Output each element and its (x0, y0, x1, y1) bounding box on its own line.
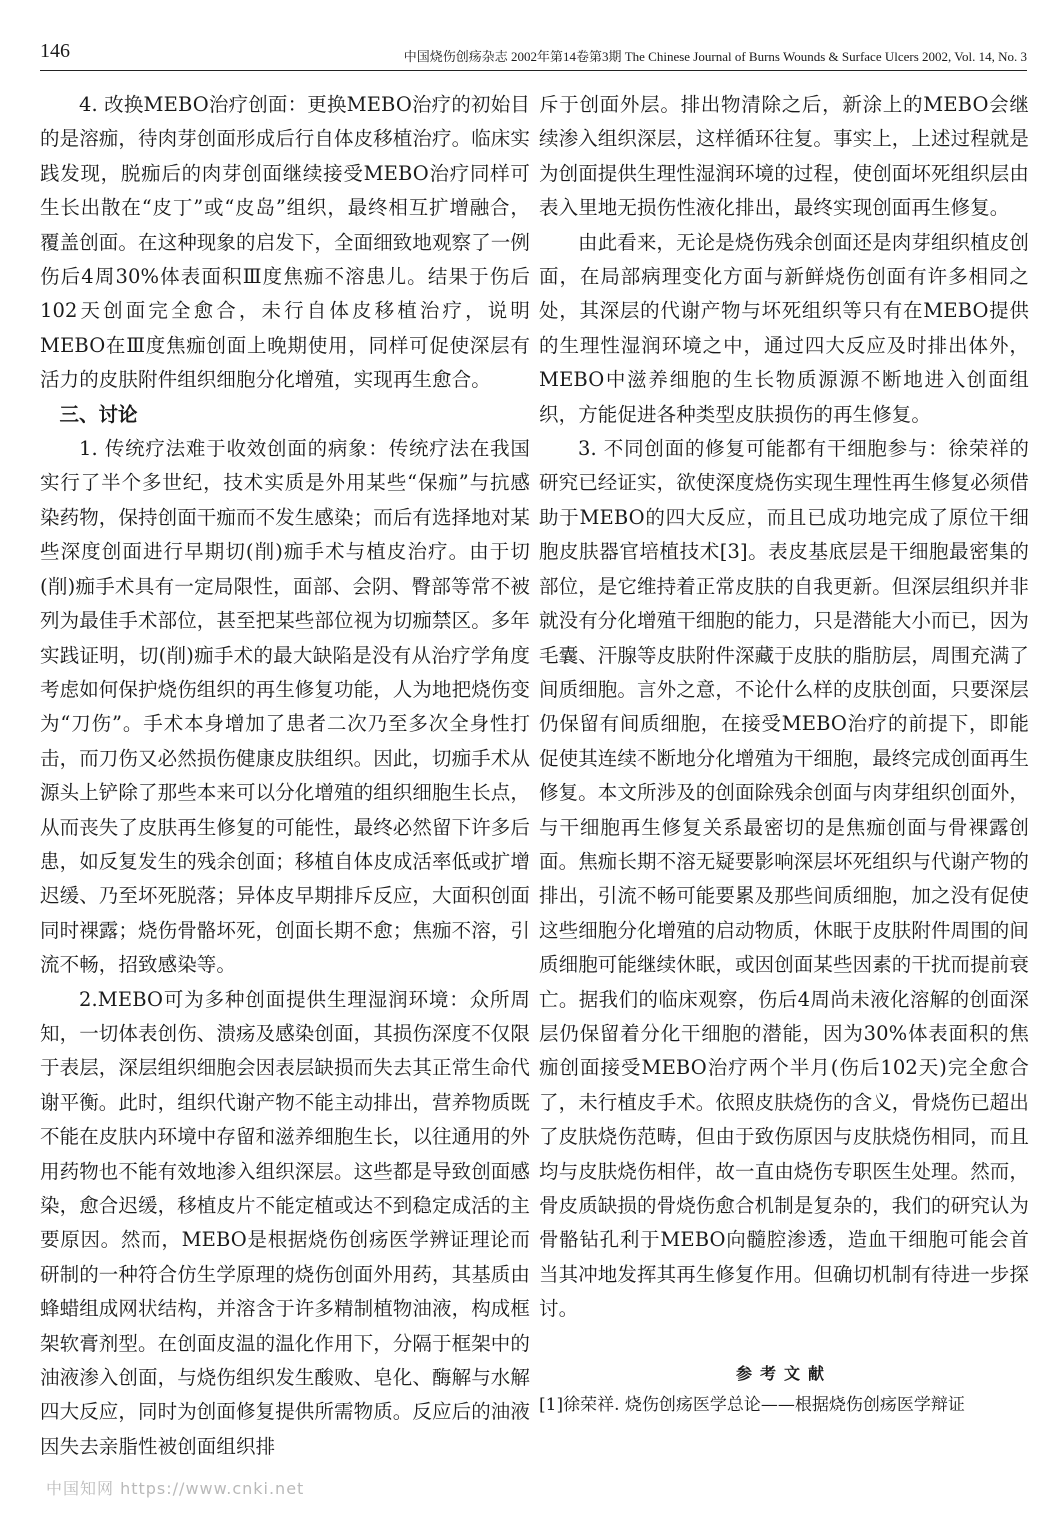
page-header (40, 36, 1027, 71)
reference-item: [1]徐荣祥. 烧伤创疡医学总论——根据烧伤创疡医学辩证 (539, 1394, 965, 1415)
watermark: 中国知网 https://www.cnki.net (46, 1479, 305, 1498)
left-column (40, 88, 530, 1488)
right-column (539, 88, 1029, 1488)
journal-running-head: 中国烧伤创疡杂志 2002年第14卷第3期 The Chinese Journal of Burns Wounds & Surface Ulcers 2002, Vol. 14, No. 3 (403, 49, 1027, 64)
paragraph-continued: 斥于创面外层。排出物清除之后，新涂上的MEBO会继续渗入组织深层，这样循环往复。事实上，上述过程就是为创面提供生理性湿润环境的过程，使创面坏死组织层由表入里地无损伤性液化排出，最终实现创面再生修复。 (539, 93, 1029, 220)
references-heading: 参考文献 (735, 1363, 832, 1383)
paragraph-mebo-treatment: 4. 改换MEBO治疗创面：更换MEBO治疗的初始目的是溶痂，待肉芽创面形成后行自体皮移植治疗。临床实践发现，脱痂后的肉芽创面继续接受MEBO治疗同样可生长出散在“皮丁”或“皮岛”组织，最终相互扩增融合，覆盖创面。在这种现象的启发下，全面细致地观察了一例伤后4周30%体表面积Ⅲ度焦痂不溶患儿。结果于伤后102天创面完全愈合，未行自体皮移植治疗，说明MEBO在Ⅲ度焦痂创面上晚期使用，同样可促使深层有活力的皮肤附件组织细胞分化增殖，实现再生愈合。 (40, 93, 530, 392)
section-heading-discussion: 三、讨论 (59, 402, 138, 426)
paragraph-stem-cells: 3. 不同创面的修复可能都有干细胞参与：徐荣祥的研究已经证实，欲使深度烧伤实现生理性再生修复必须借助于MEBO的四大反应，而且已成功地完成了原位干细胞皮肤器官培植技术[3]。表皮基底层是干细胞最密集的部位，是它维持着正常皮肤的自我更新。但深层组织并非就没有分化增殖干细胞的能力，只是潜能大小而已，因为毛囊、汗腺等皮肤附件深藏于皮肤的脂肪层，周围充满了间质细胞。言外之意，不论什么样的皮肤创面，只要深层仍保留有间质细胞，在接受MEBO治疗的前提下，即能促使其连续不断地分化增殖为干细胞，最终完成创面再生修复。本文所涉及的创面除残余创面与肉芽组织创面外，与干细胞再生修复关系最密切的是焦痂创面与骨裸露创面。焦痂长期不溶无疑要影响深层坏死组织与代谢产物的排出，引流不畅可能要累及那些间质细胞，加之没有促使这些细胞分化增殖的启动物质，休眠于皮肤附件周围的间质细胞可能继续休眠，或因创面某些因素的干扰而提前衰亡。据我们的临床观察，伤后4周尚未液化溶解的创面深层仍保留着分化干细胞的潜能，因为30%体表面积的焦痂创面接受MEBO治疗两个半月(伤后102天)完全愈合了，未行植皮手术。依照皮肤烧伤的含义，骨烧伤已超出了皮肤烧伤范畴，但由于致伤原因与皮肤烧伤相同，而且均与皮肤烧伤相伴，故一直由烧伤专职医生处理。然而，骨皮质缺损的骨烧伤愈合机制是复杂的，我们的研究认为骨骼钻孔利于MEBO向髓腔渗透，造血干细胞可能会首当其冲地发挥其再生修复作用。但确切机制有待进一步探讨。 (539, 437, 1029, 1321)
paragraph-traditional-therapy: 1. 传统疗法难于收效创面的病象：传统疗法在我国实行了半个多世纪，技术实质是外用某些“保痂”与抗感染药物，保持创面干痂而不发生感染；而后有选择地对某些深度创面进行早期切(削)痂手术与植皮治疗。由于切(削)痂手术具有一定局限性，面部、会阴、臀部等常不被列为最佳手术部位，甚至把某些部位视为切痂禁区。多年实践证明，切(削)痂手术的最大缺陷是没有从治疗学角度考虑如何保护烧伤组织的再生修复功能，人为地把烧伤变为“刀伤”。手术本身增加了患者二次乃至多次全身性打击，而刀伤又必然损伤健康皮肤组织。因此，切痂手术从源头上铲除了那些本来可以分化增殖的组织细胞生长点，从而丧失了皮肤再生修复的可能性，最终必然留下许多后患，如反复发生的残余创面；移植自体皮成活率低或扩增迟缓、乃至坏死脱落；异体皮早期排斥反应，大面积创面同时裸露；烧伤骨骼坏死，创面长期不愈；焦痂不溶，引流不畅，招致感染等。 (40, 437, 530, 977)
paragraph-conclusion-view: 由此看来，无论是烧伤残余创面还是肉芽组织植皮创面，在局部病理变化方面与新鲜烧伤创面有许多相同之处，其深层的代谢产物与坏死组织等只有在MEBO提供的生理性湿润环境之中，通过四大反应及时排出体外，MEBO中滋养细胞的生长物质源源不断地进入创面组织，方能促进各种类型皮肤损伤的再生修复。 (539, 230, 1029, 426)
page-number: 146 (40, 40, 70, 62)
paragraph-moist-environment: 2.MEBO可为多种创面提供生理湿润环境：众所周知，一切体表创伤、溃疡及感染创面，其损伤深度不仅限于表层，深层组织细胞会因表层缺损而失去其正常生命代谢平衡。此时，组织代谢产物不能主动排出，营养物质既不能在皮肤内环境中存留和滋养细胞生长，以往通用的外用药物也不能有效地渗入组织深层。这些都是导致创面感染，愈合迟缓，移植皮片不能定植或达不到稳定成活的主要原因。然而，MEBO是根据烧伤创疡医学辨证理论而研制的一种符合仿生学原理的烧伤创面外用药，其基质由蜂蜡组成网状结构，并溶含于许多精制植物油液，构成框架软膏剂型。在创面皮温的温化作用下，分隔于框架中的油液渗入创面，与烧伤组织发生酸败、皂化、酶解与水解四大反应，同时为创面修复提供所需物质。反应后的油液因失去亲脂性被创面组织排 (40, 987, 530, 1458)
